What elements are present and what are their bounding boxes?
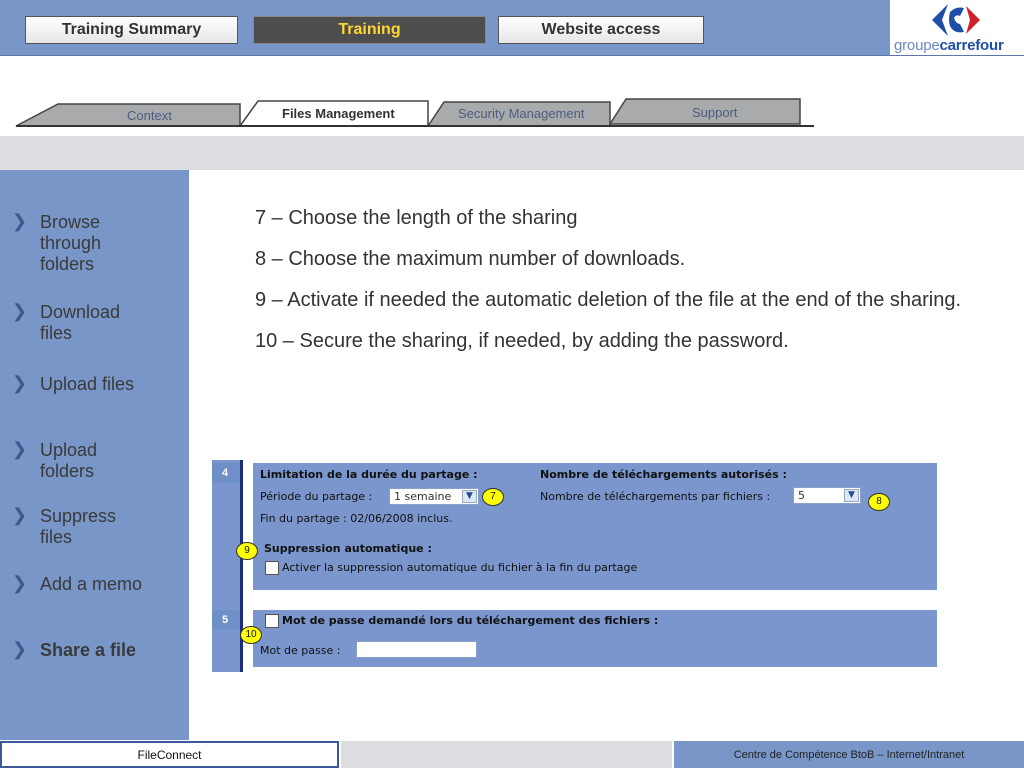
- step-10: 10 – Secure the sharing, if needed, by adding the password.: [255, 330, 789, 352]
- sidebar-item-memo[interactable]: [12, 574, 182, 595]
- sidebar-item-label: Upload files: [40, 374, 135, 394]
- downloads-title: Nombre de téléchargements autorisés :: [540, 468, 787, 481]
- chevron-right-icon: ❯: [12, 573, 28, 593]
- sidebar-item-browse[interactable]: [12, 212, 182, 275]
- chevron-right-icon: ❯: [12, 373, 28, 393]
- logo-wordmark: [894, 37, 1004, 54]
- footer-app-name: FileConnect: [0, 741, 339, 768]
- gray-band: [0, 136, 1024, 170]
- downloads-select[interactable]: [793, 487, 861, 504]
- sidebar-item-share[interactable]: [12, 640, 182, 661]
- sidebar-item-label: Share a file: [40, 640, 137, 660]
- sidebar-item-label: Suppress files: [40, 506, 117, 547]
- period-select-value: 1 semaine: [394, 490, 452, 503]
- end-date-text: Fin du partage : 02/06/2008 inclus.: [260, 512, 453, 525]
- sidebar-item-download[interactable]: [12, 302, 182, 344]
- carrefour-logo: [890, 0, 1024, 56]
- downloads-label: Nombre de téléchargements par fichiers :: [540, 490, 771, 503]
- section-5-number: 5: [212, 610, 240, 630]
- suppression-title: Suppression automatique :: [264, 542, 432, 555]
- form-gutter: [212, 460, 240, 672]
- chevron-right-icon: ❯: [12, 505, 28, 525]
- tab-training[interactable]: Training: [253, 16, 486, 44]
- sidebar-item-upload-folders[interactable]: [12, 440, 182, 482]
- step-9: 9 – Activate if needed the automatic deletion of the file at the end of the sharing.: [255, 289, 962, 311]
- sub-tab-files-management[interactable]: Files Management: [282, 106, 395, 121]
- sidebar-item-label: Browse through folders: [40, 212, 102, 274]
- chevron-right-icon: ❯: [12, 211, 28, 231]
- step-7: 7 – Choose the length of the sharing: [255, 207, 578, 229]
- sub-tab-security-management[interactable]: Security Management: [458, 106, 585, 121]
- period-select[interactable]: [389, 488, 479, 505]
- password-input[interactable]: [356, 641, 477, 658]
- logo-prefix: groupe: [894, 37, 940, 54]
- sidebar-item-label: Upload folders: [40, 440, 98, 481]
- sidebar-item-upload-files[interactable]: [12, 374, 182, 395]
- duration-title: Limitation de la durée du partage :: [260, 468, 478, 481]
- top-nav-bar: [0, 0, 890, 56]
- footer-credit: Centre de Compétence BtoB – Internet/Intranet: [674, 741, 1024, 768]
- chevron-down-icon: ▼: [844, 489, 859, 502]
- callout-7: 7: [482, 488, 504, 506]
- footer-spacer: [341, 741, 672, 768]
- password-checkbox-label: Mot de passe demandé lors du téléchargement des fichiers :: [282, 614, 659, 627]
- tab-website-access[interactable]: Website access: [498, 16, 704, 44]
- carrefour-logo-icon: [926, 2, 982, 38]
- sidebar-item-label: Add a memo: [40, 574, 143, 594]
- chevron-right-icon: ❯: [12, 639, 28, 659]
- chevron-right-icon: ❯: [12, 301, 28, 321]
- callout-8: 8: [868, 493, 890, 511]
- callout-9: 9: [236, 542, 258, 560]
- suppression-checkbox-label: Activer la suppression automatique du fichier à la fin du partage: [282, 561, 638, 574]
- password-label: Mot de passe :: [260, 644, 341, 657]
- suppression-checkbox[interactable]: [265, 561, 279, 575]
- sidebar-item-label: Download files: [40, 302, 121, 343]
- chevron-right-icon: ❯: [12, 439, 28, 459]
- password-checkbox[interactable]: [265, 614, 279, 628]
- sidebar: [0, 170, 189, 740]
- tab-training-summary[interactable]: Training Summary: [25, 16, 238, 44]
- logo-brand: carrefour: [939, 37, 1004, 54]
- chevron-down-icon: ▼: [462, 490, 477, 503]
- instructions: [255, 206, 995, 370]
- sub-tab-context[interactable]: Context: [127, 108, 172, 123]
- callout-10: 10: [240, 626, 262, 644]
- downloads-select-value: 5: [798, 489, 805, 502]
- step-8: 8 – Choose the maximum number of downloads.: [255, 248, 686, 270]
- period-label: Période du partage :: [260, 490, 373, 503]
- sub-tab-support[interactable]: Support: [692, 105, 738, 120]
- sidebar-item-suppress[interactable]: [12, 506, 182, 548]
- section-4-number: 4: [212, 463, 240, 483]
